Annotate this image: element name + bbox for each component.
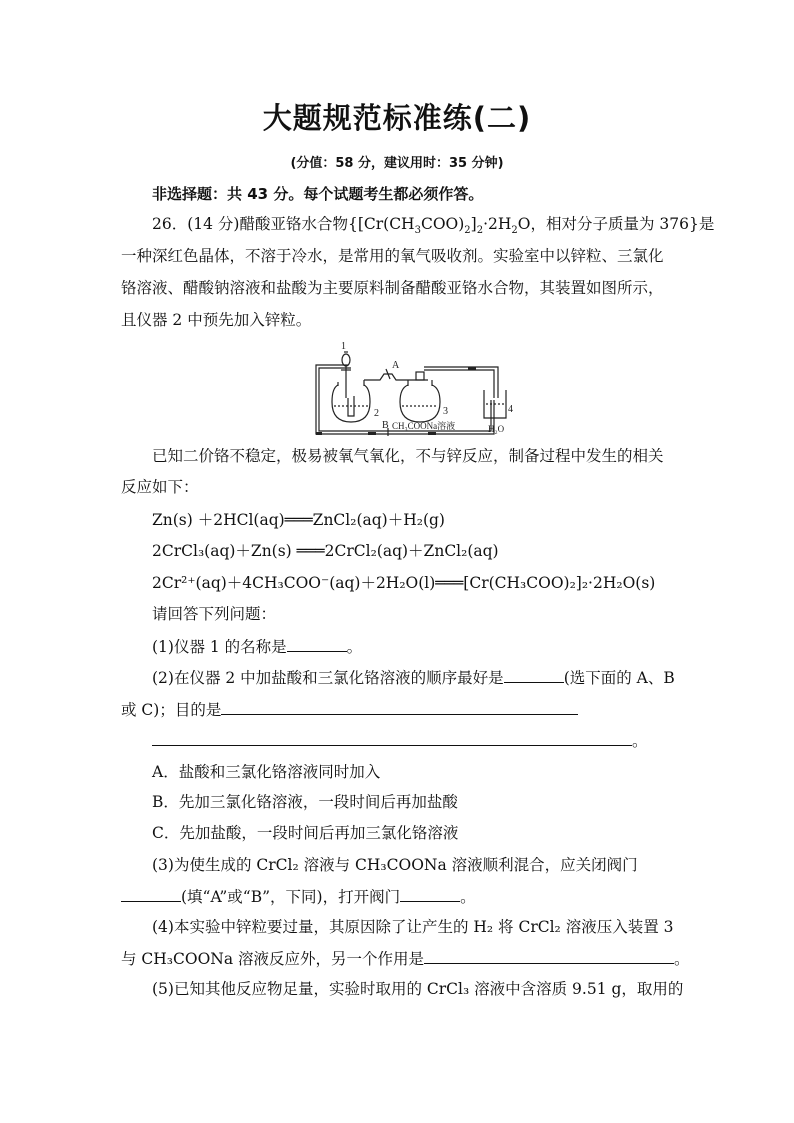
option-b: B．先加三氯化铬溶液，一段时间后再加盐酸	[152, 793, 458, 811]
question-4: (4)本实验中锌粒要过量，其原因除了让产生的 H₂ 将 CrCl₂ 溶液压入装置 3	[152, 918, 674, 936]
label-3: 3	[443, 406, 448, 417]
option-c: C．先加盐酸，一段时间后再加三氯化铬溶液	[152, 824, 459, 842]
label-valve-b: B	[382, 420, 389, 431]
question-1: (1)仪器 1 的名称是 。	[152, 638, 363, 656]
answer-blank-2b[interactable]	[221, 699, 578, 715]
question-5: (5)已知其他反应物足量，实验时取用的 CrCl₃ 溶液中含溶质 9.51 g，取用的	[152, 980, 684, 998]
q26-line-4: 且仪器 2 中预先加入锌粒。	[121, 311, 312, 329]
label-valve-a: A	[392, 360, 400, 371]
q26-line-1: 26．(14 分)醋酸亚铬水合物{$[Cr(CH_3COO)_2]_2\cdot 2H_2O$，相对分子质量为 376}是	[152, 215, 715, 237]
answer-blank-3b[interactable]	[400, 886, 460, 902]
answer-blank-2c[interactable]	[152, 730, 632, 746]
known-line-1: 已知二价铬不稳定，极易被氧气氧化，不与锌反应，制备过程中发生的相关	[152, 447, 664, 465]
q26-line-2: 一种深红色晶体，不溶于冷水，是常用的氧气吸收剂。实验室中以锌粒、三氯化	[121, 247, 664, 265]
page-title: 大题规范标准练(二)	[262, 101, 532, 135]
equation-2: 2CrCl₃(aq)＋Zn(s) ═══2CrCl₂(aq)＋ZnCl₂(aq)	[152, 542, 499, 560]
known-line-2: 反应如下：	[121, 478, 199, 496]
answer-blank-1[interactable]	[287, 636, 347, 652]
question-3: (3)为使生成的 CrCl₂ 溶液与 CH₃COONa 溶液顺利混合，应关闭阀门	[152, 856, 638, 874]
question-2-line-2: 或 C)；目的是	[121, 699, 578, 720]
equation-1: Zn(s) ＋2HCl(aq)═══ZnCl₂(aq)＋H₂(g)	[152, 511, 445, 529]
option-a: A．盐酸和三氯化铬溶液同时加入	[152, 763, 381, 781]
answer-blank-3a[interactable]	[121, 886, 181, 902]
label-naac-solution: CH₃COONa溶液	[392, 421, 456, 431]
apparatus-diagram	[308, 340, 512, 438]
answer-blank-4[interactable]	[424, 948, 674, 964]
equation-3: 2Cr²⁺(aq)＋4CH₃COO⁻(aq)＋2H₂O(l)═══[Cr(CH₃COO)₂]₂·2H₂O(s)	[152, 574, 656, 592]
label-1: 1	[341, 341, 346, 352]
question-4-line-2: 与 CH₃COONa 溶液反应外，另一个作用是 。	[121, 950, 690, 968]
answer-blank-2a[interactable]	[504, 667, 564, 683]
q26-line-3: 铬溶液、醋酸钠溶液和盐酸为主要原料制备醋酸亚铬水合物，其装置如图所示，	[121, 279, 664, 297]
label-water: H₂O	[488, 424, 505, 434]
label-2: 2	[374, 408, 379, 419]
question-3-line-2: (填“A”或“B”，下同)，打开阀门 。	[121, 886, 476, 907]
question-2: (2)在仪器 2 中加盐酸和三氯化铬溶液的顺序最好是 (选下面的 A、B	[152, 669, 675, 687]
label-4: 4	[508, 404, 513, 415]
prompt: 请回答下列问题：	[152, 605, 277, 623]
question-2-line-3: 。	[152, 730, 648, 751]
score-time-note: (分值：58 分，建议用时：35 分钟)	[290, 156, 504, 171]
section-instruction: 非选择题：共 43 分。每个试题考生都必须作答。	[152, 185, 484, 203]
